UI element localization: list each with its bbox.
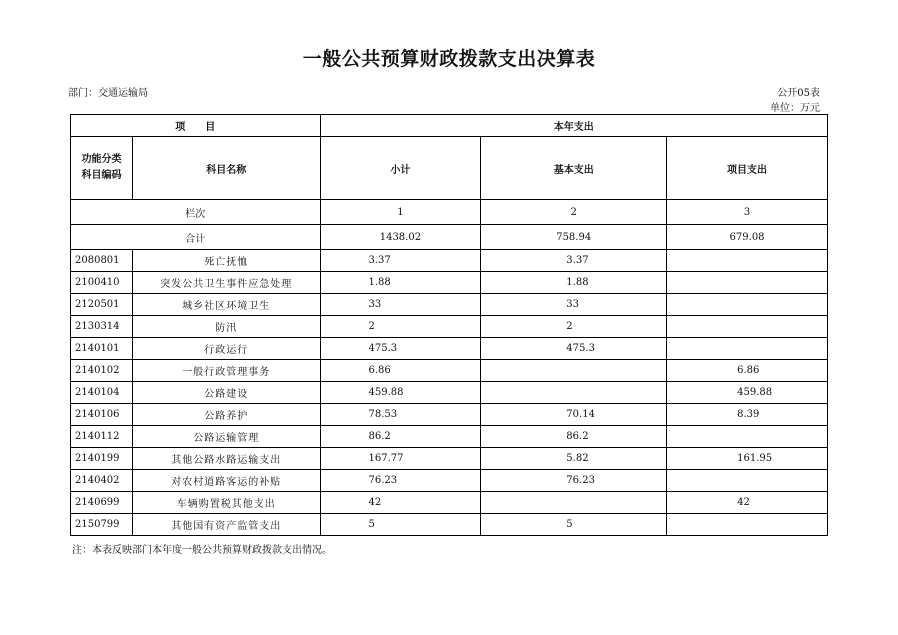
column-number-3: 3: [667, 200, 828, 225]
column-number-row: [71, 200, 828, 225]
subject-name: 突发公共卫生事件应急处理: [132, 272, 320, 294]
table-row: [71, 514, 828, 536]
subject-name: 公路养护: [132, 404, 320, 426]
subject-code: 2130314: [71, 316, 133, 338]
basic-value: 5.82: [481, 448, 667, 470]
subtotal-value: 76.23: [320, 470, 481, 492]
total-project: 679.08: [667, 225, 828, 250]
total-row: [71, 225, 828, 250]
subtotal-value: 167.77: [320, 448, 481, 470]
project-value: [667, 250, 828, 272]
subtotal-value: 5: [320, 514, 481, 536]
project-value: 42: [667, 492, 828, 514]
subject-name: 车辆购置税其他支出: [132, 492, 320, 514]
project-value: [667, 470, 828, 492]
table-row: [71, 382, 828, 404]
header-subject-name: 科目名称: [132, 137, 320, 200]
department-label: 部门：交通运输局: [68, 88, 148, 99]
table-row: [71, 360, 828, 382]
header-row-1: [71, 115, 828, 137]
header-basic: 基本支出: [481, 137, 667, 200]
unit-label: 单位：万元: [770, 103, 820, 114]
table-row: [71, 404, 828, 426]
subject-code: 2140104: [71, 382, 133, 404]
basic-value: [481, 360, 667, 382]
project-value: [667, 338, 828, 360]
basic-value: 70.14: [481, 404, 667, 426]
total-subtotal: 1438.02: [320, 225, 481, 250]
project-value: [667, 272, 828, 294]
footnote: 注：本表反映部门本年度一般公共预算财政拨款支出情况。: [72, 545, 332, 556]
table-row: [71, 316, 828, 338]
table-row: [71, 448, 828, 470]
subject-code: 2140101: [71, 338, 133, 360]
subject-name: 公路运输管理: [132, 426, 320, 448]
subtotal-value: 6.86: [320, 360, 481, 382]
total-basic: 758.94: [481, 225, 667, 250]
subject-code: 2100410: [71, 272, 133, 294]
table-row: [71, 294, 828, 316]
page-title: 一般公共预算财政拨款支出决算表: [302, 48, 596, 70]
project-value: 459.88: [667, 382, 828, 404]
column-number-2: 2: [481, 200, 667, 225]
header-current-year: 本年支出: [320, 115, 828, 137]
column-number-label: 栏次: [71, 200, 321, 225]
subject-code: 2140112: [71, 426, 133, 448]
basic-value: [481, 382, 667, 404]
subject-name: 其他国有资产监管支出: [132, 514, 320, 536]
subtotal-value: 33: [320, 294, 481, 316]
project-value: [667, 316, 828, 338]
header-project: 项目支出: [667, 137, 828, 200]
subject-code: 2150799: [71, 514, 133, 536]
subtotal-value: 86.2: [320, 426, 481, 448]
subject-code: 2140199: [71, 448, 133, 470]
subject-name: 死亡抚恤: [132, 250, 320, 272]
header-subtotal: 小计: [320, 137, 481, 200]
table-row: [71, 338, 828, 360]
subtotal-value: 42: [320, 492, 481, 514]
column-number-1: 1: [320, 200, 481, 225]
basic-value: 33: [481, 294, 667, 316]
subject-name: 对农村道路客运的补贴: [132, 470, 320, 492]
basic-value: 475.3: [481, 338, 667, 360]
basic-value: 1.88: [481, 272, 667, 294]
subtotal-value: 2: [320, 316, 481, 338]
header-func-code: 功能分类 科目编码: [71, 137, 133, 200]
basic-value: 3.37: [481, 250, 667, 272]
subtotal-value: 3.37: [320, 250, 481, 272]
subtotal-value: 78.53: [320, 404, 481, 426]
subject-name: 一般行政管理事务: [132, 360, 320, 382]
basic-value: [481, 492, 667, 514]
subject-code: 2120501: [71, 294, 133, 316]
form-code: 公开05表: [777, 88, 820, 99]
subject-code: 2140402: [71, 470, 133, 492]
table-row: [71, 272, 828, 294]
project-value: 6.86: [667, 360, 828, 382]
table-row: [71, 492, 828, 514]
subject-name: 城乡社区环境卫生: [132, 294, 320, 316]
subtotal-value: 475.3: [320, 338, 481, 360]
basic-value: 5: [481, 514, 667, 536]
total-label: 合计: [71, 225, 321, 250]
table-row: [71, 426, 828, 448]
subject-code: 2140106: [71, 404, 133, 426]
project-value: 161.95: [667, 448, 828, 470]
subject-name: 防汛: [132, 316, 320, 338]
subject-code: 2080801: [71, 250, 133, 272]
project-value: [667, 514, 828, 536]
basic-value: 2: [481, 316, 667, 338]
basic-value: 86.2: [481, 426, 667, 448]
table-row: [71, 250, 828, 272]
subtotal-value: 1.88: [320, 272, 481, 294]
subtotal-value: 459.88: [320, 382, 481, 404]
basic-value: 76.23: [481, 470, 667, 492]
header-item: 项 目: [71, 115, 321, 137]
subject-name: 行政运行: [132, 338, 320, 360]
subject-code: 2140102: [71, 360, 133, 382]
subject-code: 2140699: [71, 492, 133, 514]
budget-table: [70, 114, 828, 536]
table-row: [71, 470, 828, 492]
project-value: [667, 294, 828, 316]
subject-name: 公路建设: [132, 382, 320, 404]
subject-name: 其他公路水路运输支出: [132, 448, 320, 470]
project-value: [667, 426, 828, 448]
project-value: 8.39: [667, 404, 828, 426]
header-row-2: [71, 137, 828, 200]
